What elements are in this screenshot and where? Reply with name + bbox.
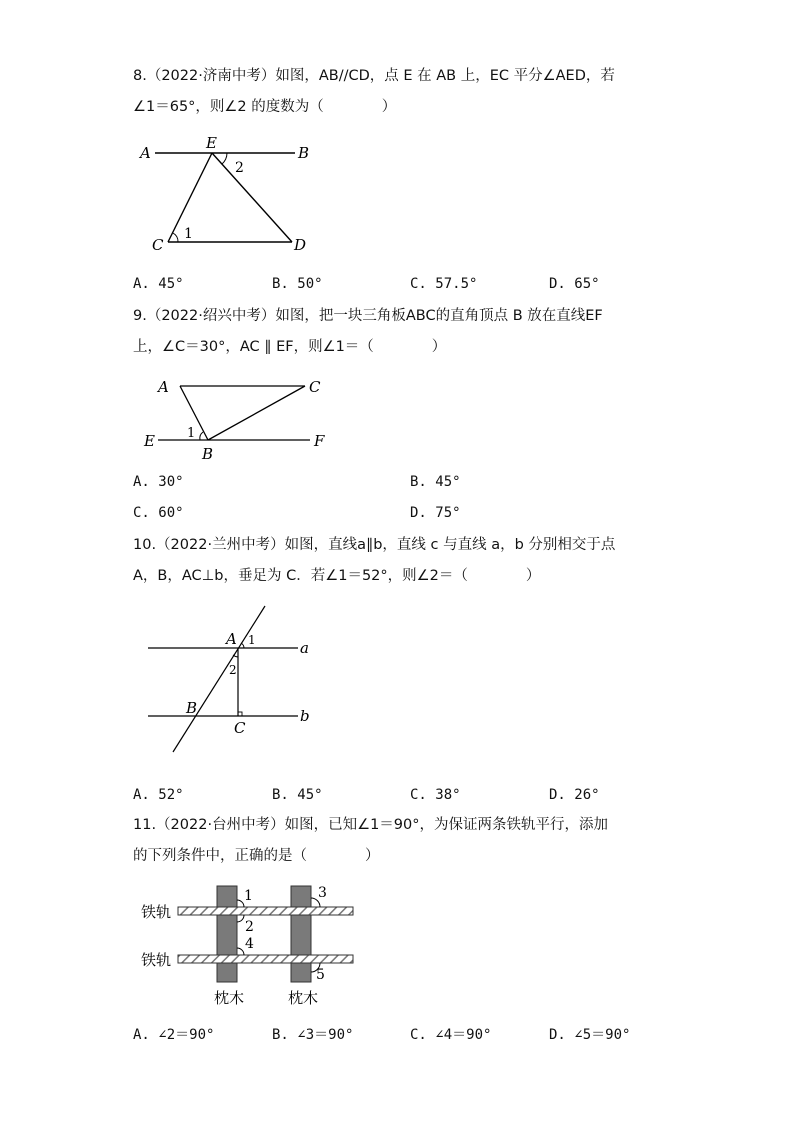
q10-figure <box>140 600 330 760</box>
q10-stem-line2: A，B，AC⊥b，垂足为 C．若∠1＝52°，则∠2＝（ ） <box>133 568 541 584</box>
q9-option-b[interactable]: B. 45° <box>410 474 461 490</box>
q9-option-c[interactable]: C. 60° <box>133 505 184 521</box>
q11-sleeper-left <box>217 886 237 982</box>
q10-angle-1: 1 <box>248 633 256 647</box>
q9-label-A: A <box>158 378 169 396</box>
q9-label-E: E <box>144 432 155 450</box>
q8-label-D: D <box>294 236 307 254</box>
q11-figure <box>135 880 365 1012</box>
q11-label-rail1: 铁轨 <box>141 903 172 921</box>
q11-angle-5: 5 <box>316 967 325 983</box>
q11-rail-bottom <box>178 955 353 963</box>
q11-rail-top <box>178 907 353 915</box>
q10-option-a[interactable]: A. 52° <box>133 787 184 803</box>
q9-option-a[interactable]: A. 30° <box>133 474 184 490</box>
q10-angle-2: 2 <box>229 663 237 677</box>
q11-label-sleeper2: 枕木 <box>288 989 319 1007</box>
q11-stem-line2: 的下列条件中，正确的是（ ） <box>133 848 380 864</box>
q11-stem-line1: 11.（2022·台州中考）如图，已知∠1＝90°，为保证两条铁轨平行，添加 <box>133 817 608 833</box>
q10-label-A: A <box>226 630 237 648</box>
q11-option-c[interactable]: C. ∠4＝90° <box>410 1027 492 1043</box>
q8-label-B: B <box>298 144 310 162</box>
q10-label-b: b <box>300 707 310 725</box>
q11-option-b[interactable]: B. ∠3＝90° <box>272 1027 354 1043</box>
q8-label-E: E <box>206 134 217 152</box>
q11-sleeper-right <box>291 886 311 982</box>
q10-option-b[interactable]: B. 45° <box>272 787 323 803</box>
q8-option-a[interactable]: A. 45° <box>133 276 184 292</box>
q9-label-C: C <box>309 378 321 396</box>
q8-figure <box>130 130 330 260</box>
q11-option-a[interactable]: A. ∠2＝90° <box>133 1027 215 1043</box>
q8-angle-2: 2 <box>235 160 244 176</box>
q11-angle-4: 4 <box>245 936 254 952</box>
q8-option-d[interactable]: D. 65° <box>549 276 600 292</box>
q8-option-b[interactable]: B. 50° <box>272 276 323 292</box>
q11-option-d[interactable]: D. ∠5＝90° <box>549 1027 631 1043</box>
q8-label-A: A <box>140 144 151 162</box>
q9-angle-1: 1 <box>187 426 196 441</box>
q8-stem-line2: ∠1＝65°，则∠2 的度数为（ ） <box>133 99 397 115</box>
q10-stem-line1: 10.（2022·兰州中考）如图，直线a∥b，直线 c 与直线 a，b 分别相交于点 <box>133 537 616 553</box>
q10-label-B: B <box>186 699 198 717</box>
q9-label-B: B <box>202 445 214 463</box>
q8-label-C: C <box>152 236 164 254</box>
q11-label-rail2: 铁轨 <box>141 951 172 969</box>
q11-angle-2: 2 <box>245 919 254 935</box>
q10-label-C: C <box>234 719 246 737</box>
q11-angle-1: 1 <box>244 888 253 904</box>
q10-option-d[interactable]: D. 26° <box>549 787 600 803</box>
q9-label-F: F <box>314 432 325 450</box>
q9-stem-line2: 上，∠C＝30°，AC ∥ EF，则∠1＝（ ） <box>133 339 447 355</box>
q11-label-sleeper1: 枕木 <box>214 989 245 1007</box>
q8-stem-line1: 8.（2022·济南中考）如图，AB//CD，点 E 在 AB 上，EC 平分∠AED，若 <box>133 68 615 84</box>
q10-label-a: a <box>300 639 309 657</box>
q8-option-c[interactable]: C. 57.5° <box>410 276 478 292</box>
q11-angle-3: 3 <box>318 885 327 901</box>
q9-figure <box>140 370 340 465</box>
q8-angle-1: 1 <box>184 226 193 242</box>
q9-option-d[interactable]: D. 75° <box>410 505 461 521</box>
q9-stem-line1: 9.（2022·绍兴中考）如图，把一块三角板ABC的直角顶点 B 放在直线EF <box>133 308 603 324</box>
q10-option-c[interactable]: C. 38° <box>410 787 461 803</box>
